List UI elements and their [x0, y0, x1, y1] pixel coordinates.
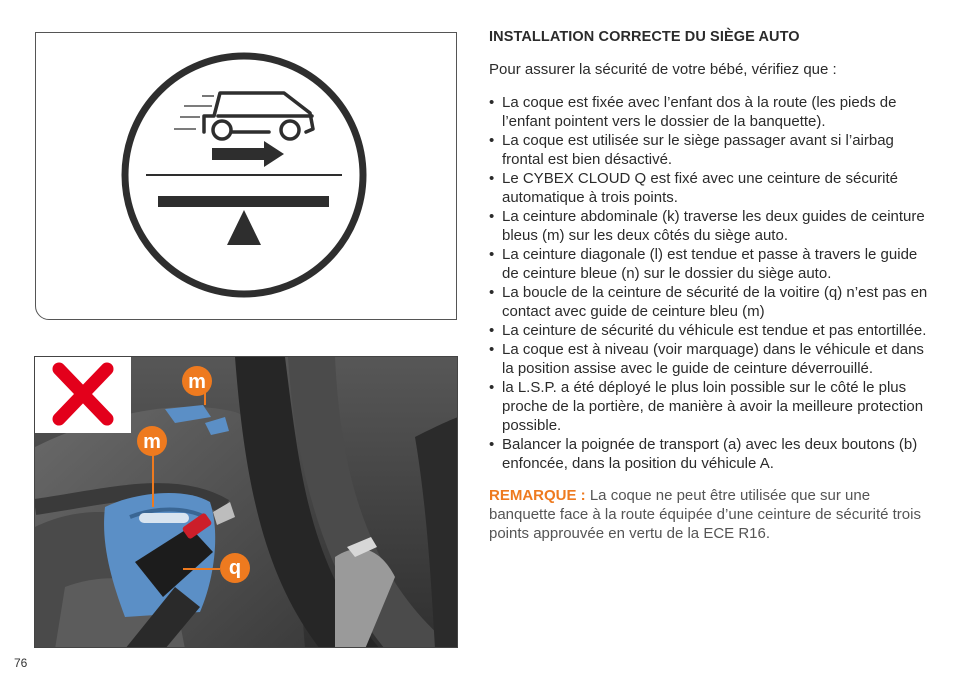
page-number: 76: [14, 656, 28, 670]
marker-m-lower: [137, 426, 167, 456]
pictogram-panel: [35, 32, 457, 320]
checklist-item: • La boucle de la ceinture de sécurité de la voitire (q) n’est pas en contact avec guide de ceinture bleu (m): [489, 283, 929, 321]
remark: [489, 486, 929, 543]
checklist-item: • La ceinture de sécurité du véhicule est tendue et pas entortillée.: [489, 321, 929, 340]
car-direction-level-icon: [36, 33, 458, 321]
belt-routing-illustration: [34, 356, 458, 648]
intro-text: Pour assurer la sécurité de votre bébé, vérifiez que :: [489, 61, 837, 78]
remark-text: La coque ne peut être utilisée que sur une banquette face à la route équipée d’une ceinture de sécurité trois points approuvée en vertu de la ECE R16.: [489, 487, 921, 542]
marker-m-lower-label: m: [143, 431, 161, 453]
checklist-item: • La coque est utilisée sur le siège passager avant si l’airbag frontal est bien désactivé.: [489, 131, 929, 169]
checklist-item: • Le CYBEX CLOUD Q est fixé avec une ceinture de sécurité automatique à trois points.: [489, 169, 929, 207]
checklist-item: • La ceinture diagonale (l) est tendue et passe à travers le guide de ceinture bleue (n) sur le dossier du siège auto.: [489, 245, 929, 283]
marker-m-upper: [182, 366, 212, 396]
checklist-item: • La ceinture abdominale (k) traverse les deux guides de ceinture bleus (m) sur les deux côtés du siège auto.: [489, 207, 929, 245]
checklist-item: • La coque est à niveau (voir marquage) dans le véhicule et dans la position assise avec le guide de ceinture déverrouillé.: [489, 340, 929, 378]
section-heading: INSTALLATION CORRECTE DU SIÈGE AUTO: [489, 29, 800, 45]
remark-label: REMARQUE :: [489, 487, 586, 504]
checklist: [489, 93, 929, 473]
checklist-item: • la L.S.P. a été déployé le plus loin possible sur le côté le plus proche de la portière, de manière à avoir la meilleure protection possible.: [489, 378, 929, 435]
belt-photo-svg: [35, 357, 458, 648]
marker-q: [220, 553, 250, 583]
checklist-item: • Balancer la poignée de transport (a) avec les deux boutons (b) enfoncée, dans la position du véhicule A.: [489, 435, 929, 473]
instructions-column: [489, 28, 929, 558]
level-bar-icon: [158, 196, 329, 207]
marker-q-label: q: [228, 557, 242, 579]
checklist-item: • La coque est fixée avec l’enfant dos à la route (les pieds de l’enfant pointent vers le dossier de la banquette).: [489, 93, 929, 131]
marker-m-upper-label: m: [188, 371, 206, 393]
